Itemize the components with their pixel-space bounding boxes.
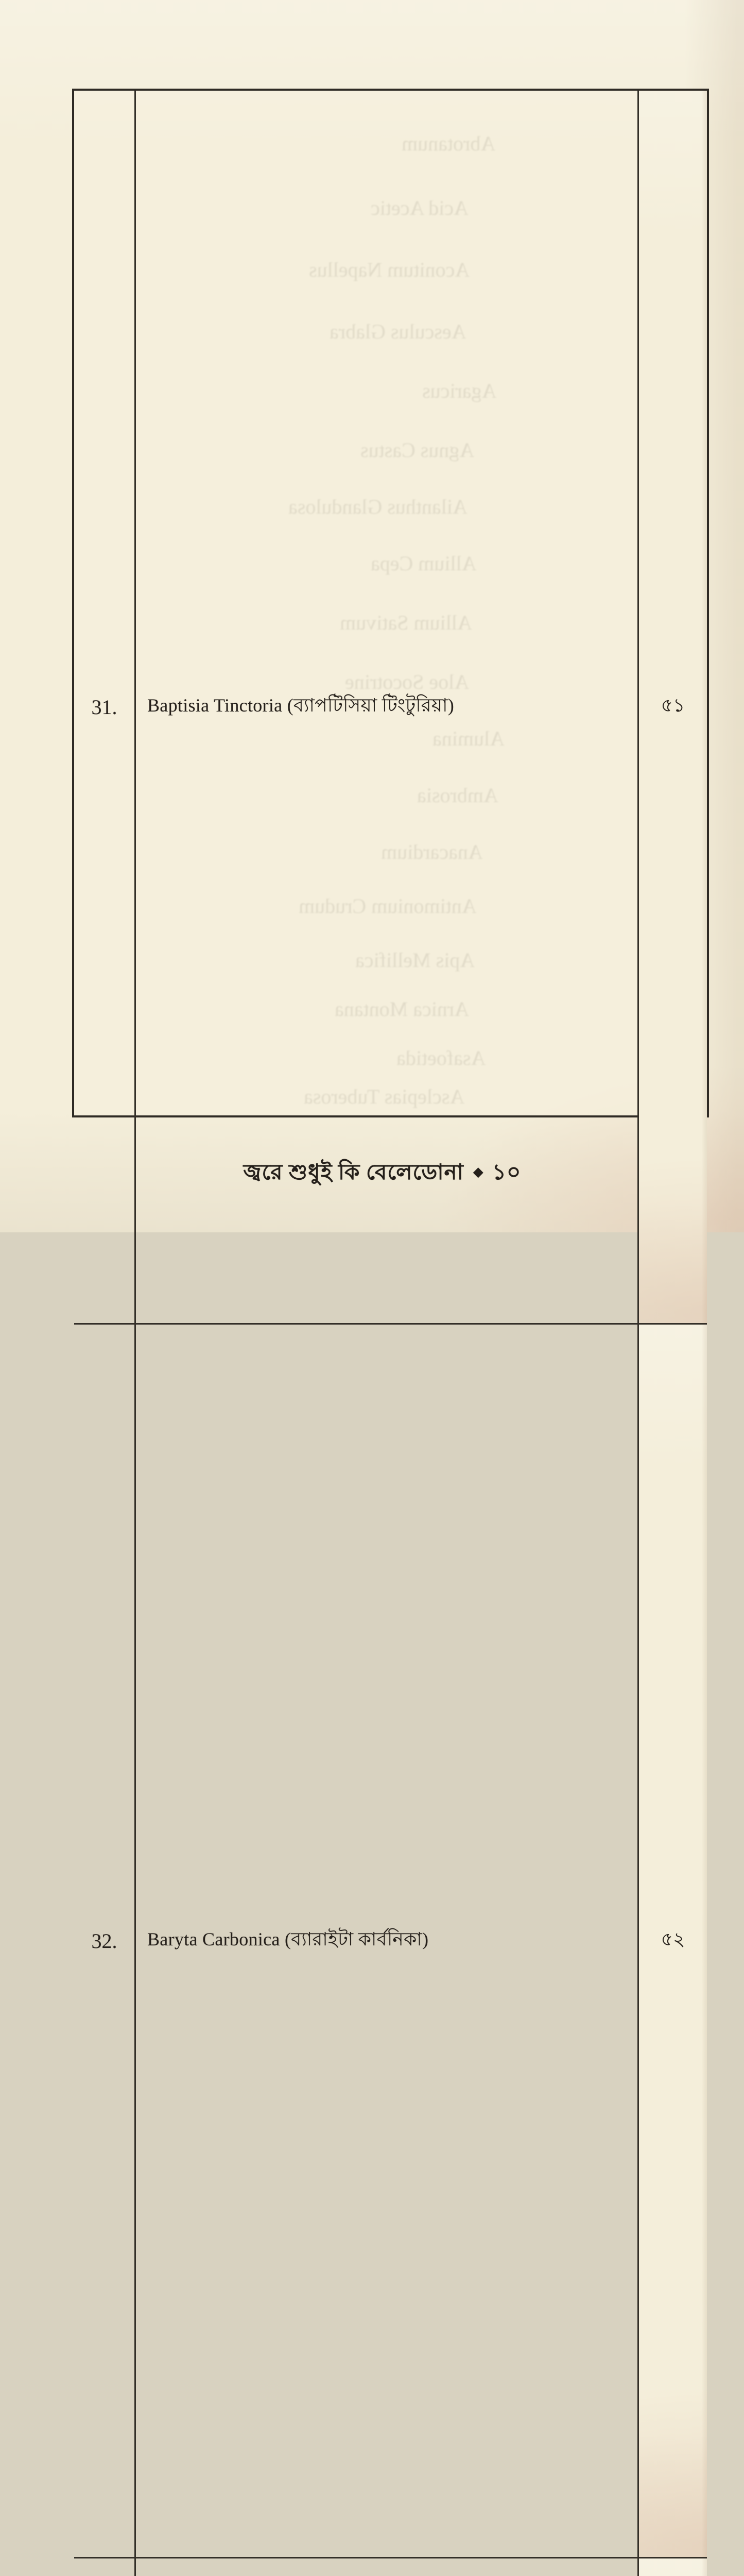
table-row xyxy=(74,2558,707,2576)
page-number-cell xyxy=(639,2558,707,2576)
serial-number-cell: 31. xyxy=(74,91,136,1323)
table-row xyxy=(74,91,707,1325)
page-number-cell: ৫১ xyxy=(639,91,707,1323)
page-number-cell: ৫২ xyxy=(639,1325,707,2557)
table-row xyxy=(74,1325,707,2558)
remedy-name-cell: Baryta Carbonica (ব্যারাইটা কার্বনিকা) xyxy=(136,1325,639,2557)
remedy-name-cell xyxy=(136,2558,639,2576)
remedy-name-cell: Baptisia Tinctoria (ব্যাপটিসিয়া টিংটুরিয়া) xyxy=(136,91,639,1323)
serial-number-cell: 32. xyxy=(74,1325,136,2557)
footer-page-number: ১০ xyxy=(492,1161,522,1184)
page-footer xyxy=(0,1155,744,1192)
footer-book-title: জ্বরে শুধুই কি বেলেডোনা xyxy=(243,1161,464,1184)
serial-number-cell xyxy=(74,2558,136,2576)
diamond-icon: ◆ xyxy=(473,1164,484,1179)
